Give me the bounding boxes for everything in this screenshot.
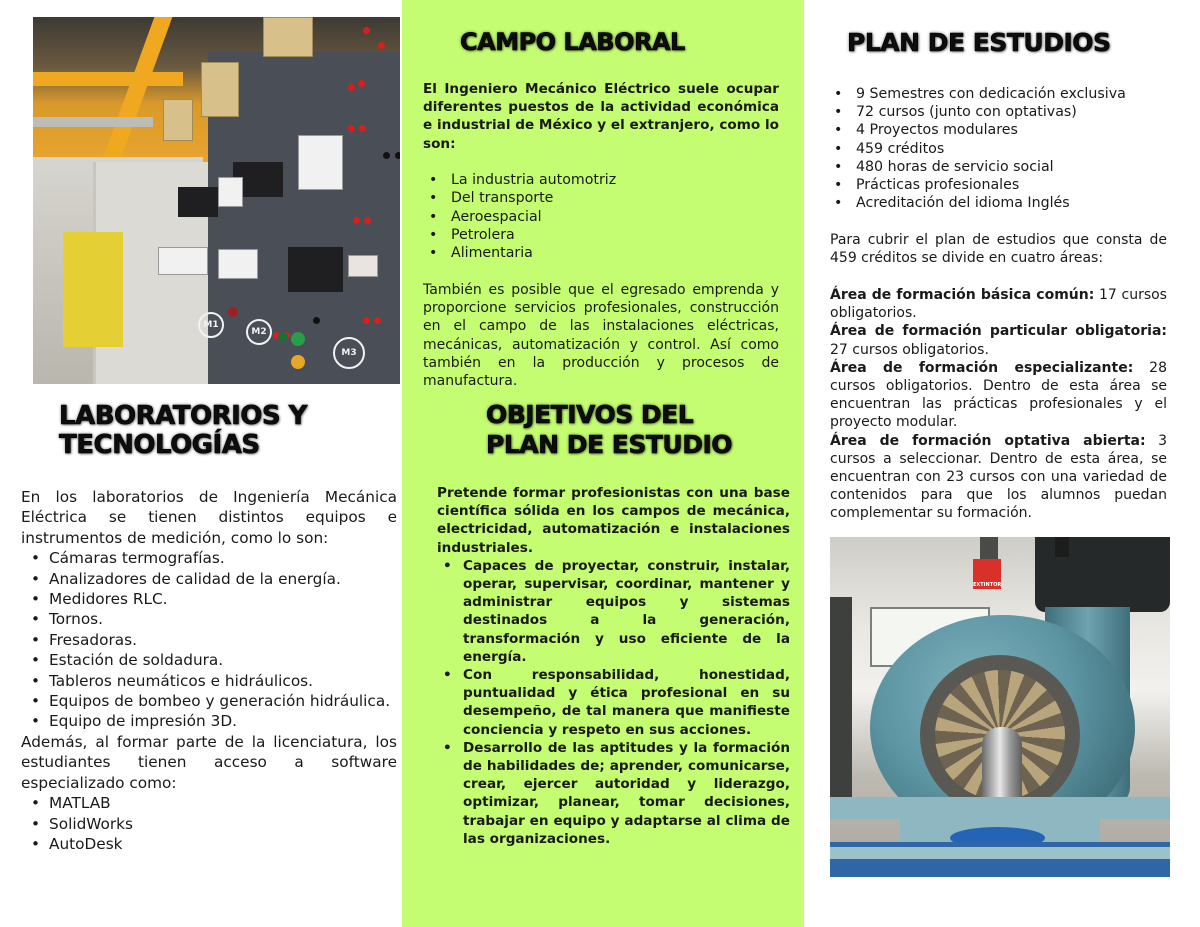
areas-list xyxy=(830,286,1167,523)
list-item: • Tableros neumáticos e hidráulicos. xyxy=(21,671,397,691)
area-item: Área de formación especializante: 28 cursos obligatorios. Dentro de esta área se encuentran las prácticas profesionales y el proyecto modular. xyxy=(830,359,1167,431)
list-item: • 72 cursos (junto con optativas) xyxy=(828,103,1188,121)
extintor-sign: EXTINTOR xyxy=(973,559,1001,589)
industries-list xyxy=(423,171,779,262)
laboratories-body xyxy=(21,487,397,854)
software-list xyxy=(21,793,397,854)
career-field-intro: El Ingeniero Mecánico Eléctrico suele ocupar diferentes puestos de la actividad económica e industrial de México y el extranjero, como lo son: xyxy=(423,81,779,152)
entrepreneur-paragraph: También es posible que el egresado emprenda y proporcione servicios profesionales, construcción en el campo de las instalaciones eléctricas, mecánicas, automatización y control. Así como también en la producción y procesos de manufactura. xyxy=(423,282,779,390)
list-item: • Analizadores de calidad de la energía. xyxy=(21,569,397,589)
list-item: • MATLAB xyxy=(21,793,397,813)
centrifugal-pump-photo xyxy=(830,537,1170,877)
list-item: • Petrolera xyxy=(423,226,779,244)
study-plan-heading: PLAN DE ESTUDIOS xyxy=(847,28,1111,57)
list-item: • Aeroespacial xyxy=(423,208,779,226)
list-item: • Con responsabilidad, honestidad, puntualidad y ética profesional en su desempeño, de tal manera que manifieste conciencia y respeto en sus acciones. xyxy=(437,666,790,739)
list-item: • Tornos. xyxy=(21,609,397,629)
area-item: Área de formación básica común: 17 cursos obligatorios. xyxy=(830,287,1167,322)
areas-intro: Para cubrir el plan de estudios que consta de 459 créditos se divide en cuatro áreas: xyxy=(830,232,1167,267)
laboratories-intro: En los laboratorios de Ingeniería Mecánica Eléctrica se tienen distintos equipos e instrumentos de medición, como lo son: xyxy=(21,488,397,547)
list-item: • Equipo de impresión 3D. xyxy=(21,711,397,731)
laboratories-heading: LABORATORIOS Y TECNOLOGÍAS xyxy=(59,401,307,460)
list-item: • Cámaras termografías. xyxy=(21,548,397,568)
list-item: • Fresadoras. xyxy=(21,630,397,650)
list-item: • Acreditación del idioma Inglés xyxy=(828,194,1188,212)
equipment-list xyxy=(21,548,397,732)
list-item: • 9 Semestres con dedicación exclusiva xyxy=(828,85,1188,103)
list-item: • 459 créditos xyxy=(828,140,1188,158)
motor-symbol-m3: M3 xyxy=(333,337,365,369)
motor-symbol-m1: M1 xyxy=(198,312,224,338)
area-item: Área de formación optativa abierta: 3 cursos a seleccionar. Dentro de esta área, se encuentran con 23 cursos con una variedad de contenidos para que los alumnos puedan complementar su formación. xyxy=(830,432,1167,522)
list-item: • SolidWorks xyxy=(21,814,397,834)
software-intro: Además, al formar parte de la licenciatura, los estudiantes tienen acceso a software especializado como: xyxy=(21,732,397,792)
motor-symbol-m2: M2 xyxy=(246,319,272,345)
list-item: • Medidores RLC. xyxy=(21,589,397,609)
list-item: • 480 horas de servicio social xyxy=(828,158,1188,176)
study-plan-facts xyxy=(828,85,1188,212)
list-item: • 4 Proyectos modulares xyxy=(828,121,1188,139)
objectives-body xyxy=(437,484,790,848)
list-item: • Equipos de bombeo y generación hidráulica. xyxy=(21,691,397,711)
list-item: • Del transporte xyxy=(423,189,779,207)
list-item: • Capaces de proyectar, construir, instalar, operar, supervisar, coordinar, mantener y administrar equipos y sistemas destinados a la generación, transformación y uso eficiente de la energía. xyxy=(437,557,790,666)
list-item: • Prácticas profesionales xyxy=(828,176,1188,194)
list-item: • Desarrollo de las aptitudes y la formación de habilidades de; aprender, comunicarse, crear, ejercer autoridad y liderazgo, optimizar, planear, tomar decisiones, trabajar en equipo y adaptarse al clima de las organizaciones. xyxy=(437,739,790,848)
laboratories-column xyxy=(0,0,402,927)
objectives-heading: OBJETIVOS DEL PLAN DE ESTUDIO xyxy=(486,400,733,459)
area-item: Área de formación particular obligatoria: 27 cursos obligatorios. xyxy=(830,323,1167,358)
career-field-column xyxy=(402,0,804,927)
list-item: • Estación de soldadura. xyxy=(21,650,397,670)
objectives-list xyxy=(437,557,790,848)
objectives-intro: Pretende formar profesionistas con una base científica sólida en los campos de mecánica, electricidad, automatización e instalaciones industriales. xyxy=(437,485,790,556)
lab-control-panel-photo xyxy=(33,17,400,384)
career-field-heading: CAMPO LABORAL xyxy=(460,28,685,56)
list-item: • AutoDesk xyxy=(21,834,397,854)
list-item: • La industria automotriz xyxy=(423,171,779,189)
list-item: • Alimentaria xyxy=(423,244,779,262)
